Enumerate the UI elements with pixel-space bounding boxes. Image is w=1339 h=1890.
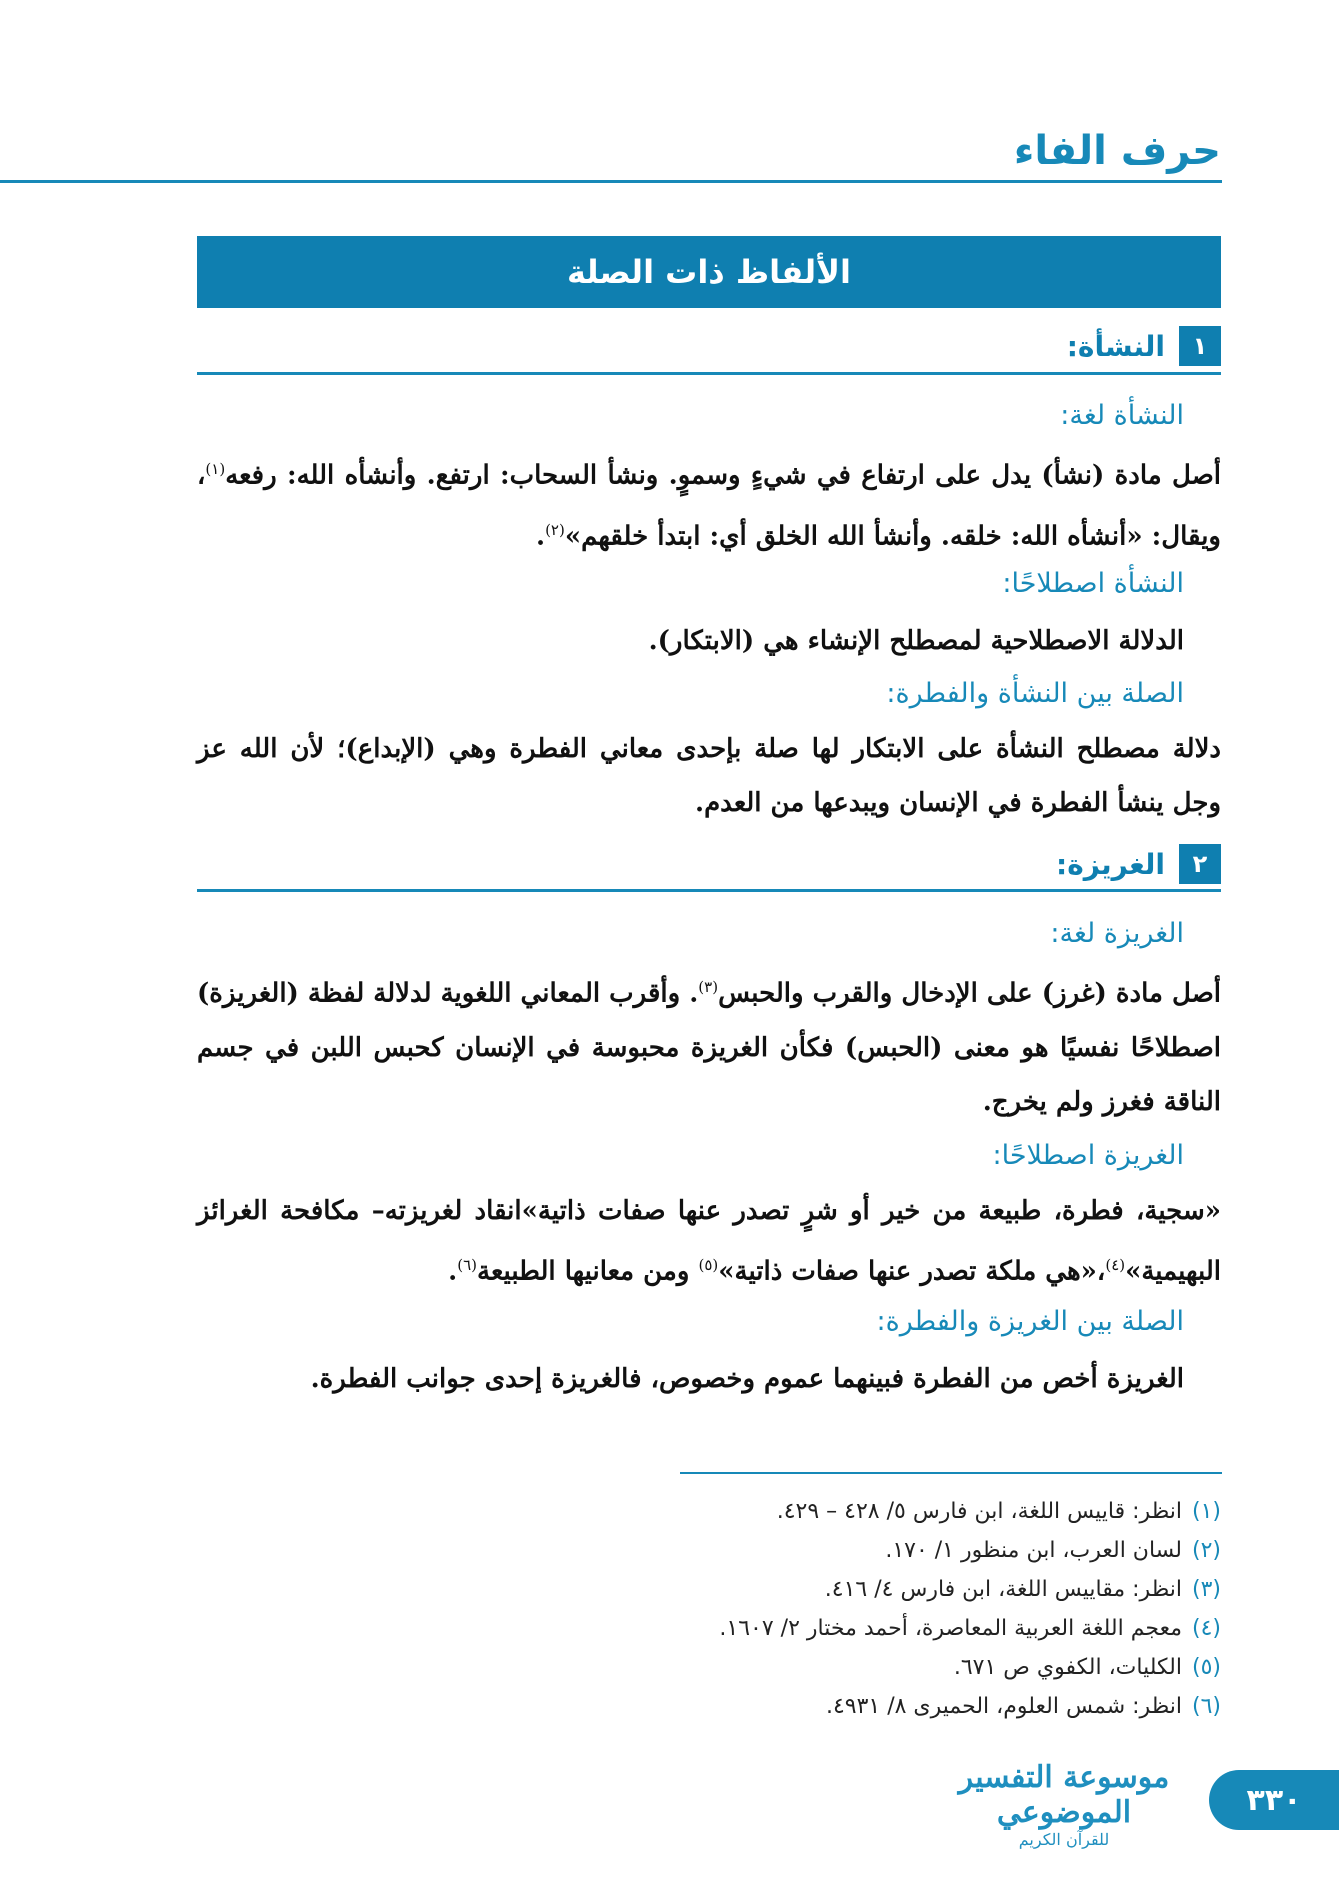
footnote-ref-5[interactable]: (٥) bbox=[698, 1256, 719, 1274]
paragraph-ghariza-sila: الغريزة أخص من الفطرة فبينهما عموم وخصوص، فالغريزة إحدى جوانب الفطرة. bbox=[310, 1364, 1184, 1394]
subheading-nashaa-istilah: النشأة اصطلاحًا: bbox=[1002, 568, 1184, 599]
footnotes-divider bbox=[680, 1472, 1222, 1474]
footnote-item: (٦)انظر: شمس العلوم، الحميرى ٨/ ٤٩٣١. bbox=[825, 1694, 1221, 1719]
footnote-ref-1[interactable]: (١) bbox=[205, 460, 226, 478]
footnote-ref-3[interactable]: (٣) bbox=[698, 978, 719, 996]
paragraph-ghariza-lugha: أصل مادة (غرز) على الإدخال والقرب والحبس$^{(٣)}$. وأقرب المعاني اللغوية لدلالة لفظة (الغريزة) اصطلاحًا نفسيًا هو معنى (الحبس) فكأن الغريزة محبوسة في الإنسان كحبس اللبن في جسم الناقة فغرز ولم يخرج. bbox=[197, 978, 1221, 1117]
logo-main-text: موسوعة التفسير الموضوعي bbox=[958, 1760, 1170, 1830]
footnote-ref-6[interactable]: (٦) bbox=[457, 1256, 477, 1274]
footnote-number[interactable]: (١) bbox=[1191, 1499, 1221, 1524]
section-divider-1 bbox=[197, 372, 1221, 375]
footnote-item: (٥)الكليات، الكفوي ص ٦٧١. bbox=[953, 1655, 1221, 1680]
footnote-number[interactable]: (٤) bbox=[1191, 1616, 1221, 1641]
footnote-number[interactable]: (٥) bbox=[1191, 1655, 1221, 1680]
footnotes-list bbox=[719, 1492, 1221, 1726]
subheading-nashaa-lugha: النشأة لغة: bbox=[1060, 400, 1184, 431]
footnote-ref-2[interactable]: (٢) bbox=[545, 520, 565, 539]
footnote-ref-4[interactable]: (٤) bbox=[1105, 1256, 1126, 1274]
paragraph-nashaa-istilah: الدلالة الاصطلاحية لمصطلح الإنشاء هي (الابتكار). bbox=[648, 626, 1184, 656]
paragraph-ghariza-istilah: «سجية، فطرة، طبيعة من خير أو شرٍ تصدر عنها صفات ذاتية»انقاد لغريزته– مكافحة الغرائز البهيمية»$^{(٤)}$،«هي ملكة تصدر عنها صفات ذاتية»$^{(٥)}$ ومن معانيها الطبيعة$^{(٦)}$. bbox=[197, 1196, 1221, 1287]
chapter-title: حرف الفاء bbox=[1013, 128, 1221, 174]
footnote-number[interactable]: (٣) bbox=[1191, 1577, 1221, 1602]
footnote-item: (٢)لسان العرب، ابن منظور ١/ ١٧٠. bbox=[885, 1538, 1221, 1563]
banner-title: الألفاظ ذات الصلة bbox=[567, 253, 851, 291]
subheading-ghariza-istilah: الغريزة اصطلاحًا: bbox=[992, 1140, 1184, 1171]
paragraph-nashaa-sila: دلالة مصطلح النشأة على الابتكار لها صلة بإحدى معاني الفطرة وهي (الإبداع)؛ لأن الله عز وجل ينشأ الفطرة في الإنسان ويبدعها من العدم. bbox=[197, 734, 1221, 818]
subheading-ghariza-sila: الصلة بين الغريزة والفطرة: bbox=[876, 1306, 1184, 1337]
subheading-ghariza-lugha: الغريزة لغة: bbox=[1050, 918, 1184, 949]
section-heading-1 bbox=[1067, 326, 1221, 366]
section-number-2: ٢ bbox=[1179, 844, 1221, 884]
header-divider bbox=[0, 180, 1222, 183]
section-banner bbox=[197, 236, 1221, 308]
logo-sub-text: للقرآن الكريم bbox=[1018, 1830, 1110, 1849]
footnote-item: (٤)معجم اللغة العربية المعاصرة، أحمد مختار ٢/ ١٦٠٧. bbox=[719, 1616, 1221, 1641]
paragraph-nashaa-lugha: أصل مادة (نشأ) يدل على ارتفاع في شيءٍ وسموٍ. ونشأ السحاب: ارتفع. وأنشأه الله: رفعه$^{(١)}$، ويقال: «أنشأه الله: خلقه. وأنشأ الله الخلق أي: ابتدأ خلقهم»$^{(٢)}$. bbox=[197, 460, 1221, 552]
section-title-1: النشأة: bbox=[1066, 329, 1165, 363]
subheading-nashaa-sila: الصلة بين النشأة والفطرة: bbox=[886, 678, 1184, 709]
page-number: ٣٣٠ bbox=[1209, 1770, 1339, 1830]
encyclopedia-logo bbox=[939, 1760, 1189, 1849]
section-heading-2 bbox=[1056, 844, 1221, 884]
section-title-2: الغريزة: bbox=[1056, 847, 1165, 881]
section-divider-2 bbox=[197, 889, 1221, 892]
section-number-1: ١ bbox=[1179, 326, 1221, 366]
footnote-number[interactable]: (٢) bbox=[1191, 1538, 1221, 1563]
footnote-number[interactable]: (٦) bbox=[1191, 1694, 1221, 1719]
footnote-item: (٣)انظر: مقاييس اللغة، ابن فارس ٤/ ٤١٦. bbox=[824, 1577, 1221, 1602]
footnote-item: (١)انظر: قاييس اللغة، ابن فارس ٥/ ٤٢٨ – ٤٢٩. bbox=[776, 1499, 1221, 1524]
